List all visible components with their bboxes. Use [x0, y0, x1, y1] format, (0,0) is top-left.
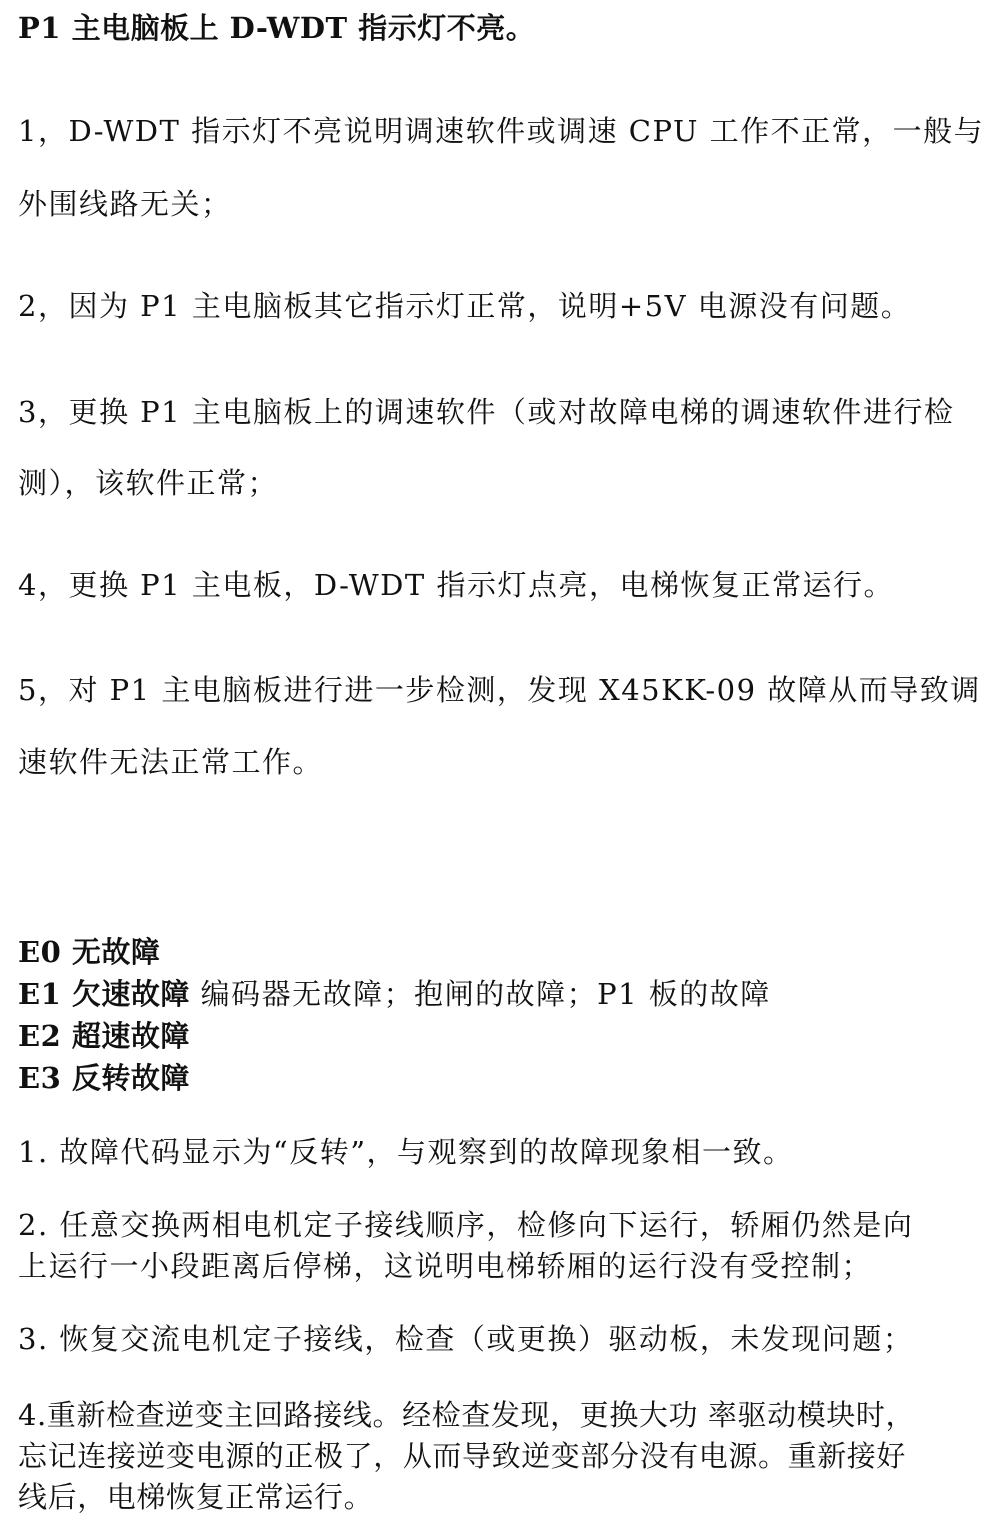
s1-item4: 4，更换 P1 主电板，D-WDT 指示灯点亮，电梯恢复正常运行。	[18, 568, 894, 602]
s1-item5-line1: 5，对 P1 主电脑板进行进一步检测，发现 X45KK-09 故障从而导致调	[18, 673, 981, 707]
heading-p1-wdt: P1 主电脑板上 D-WDT 指示灯不亮。	[18, 11, 536, 45]
s2-item1: 1. 故障代码显示为“反转”，与观察到的故障现象相一致。	[18, 1135, 794, 1169]
s2-item3: 3. 恢复交流电机定子接线，检查（或更换）驱动板，未发现问题；	[18, 1322, 914, 1356]
s2-item4-line2: 忘记连接逆变电源的正极了，从而导致逆变部分没有电源。重新接好	[18, 1439, 907, 1473]
s1-item3-line2: 测），该软件正常；	[18, 466, 279, 500]
s1-item1-line1: 1，D-WDT 指示灯不亮说明调速软件或调速 CPU 工作不正常，一般与	[18, 114, 985, 148]
s1-item5-line2: 速软件无法正常工作。	[18, 745, 324, 779]
code-e1-desc: 编码器无故障；抱闸的故障；P1 板的故障	[189, 977, 771, 1011]
code-e2: E2 超速故障	[18, 1019, 190, 1053]
code-e1	[18, 974, 978, 1014]
s2-item4-line3: 线后，电梯恢复正常运行。	[18, 1480, 374, 1514]
s1-item1-line2: 外围线路无关；	[18, 187, 232, 221]
s1-item2: 2，因为 P1 主电脑板其它指示灯正常，说明+5V 电源没有问题。	[18, 289, 912, 323]
s1-item3-line1: 3，更换 P1 主电脑板上的调速软件（或对故障电梯的调速软件进行检	[18, 395, 955, 429]
code-e1-title: E1 欠速故障	[18, 977, 190, 1011]
s2-item2-line1: 2. 任意交换两相电机定子接线顺序，检修向下运行，轿厢仍然是向	[18, 1208, 914, 1242]
s2-item2-line2: 上运行一小段距离后停梯，这说明电梯轿厢的运行没有受控制；	[18, 1249, 873, 1283]
code-e3: E3 反转故障	[18, 1061, 190, 1095]
s2-item4-line1: 4.重新检查逆变主回路接线。经检查发现，更换大功 率驱动模块时，	[18, 1398, 916, 1432]
code-e0: E0 无故障	[18, 935, 161, 969]
